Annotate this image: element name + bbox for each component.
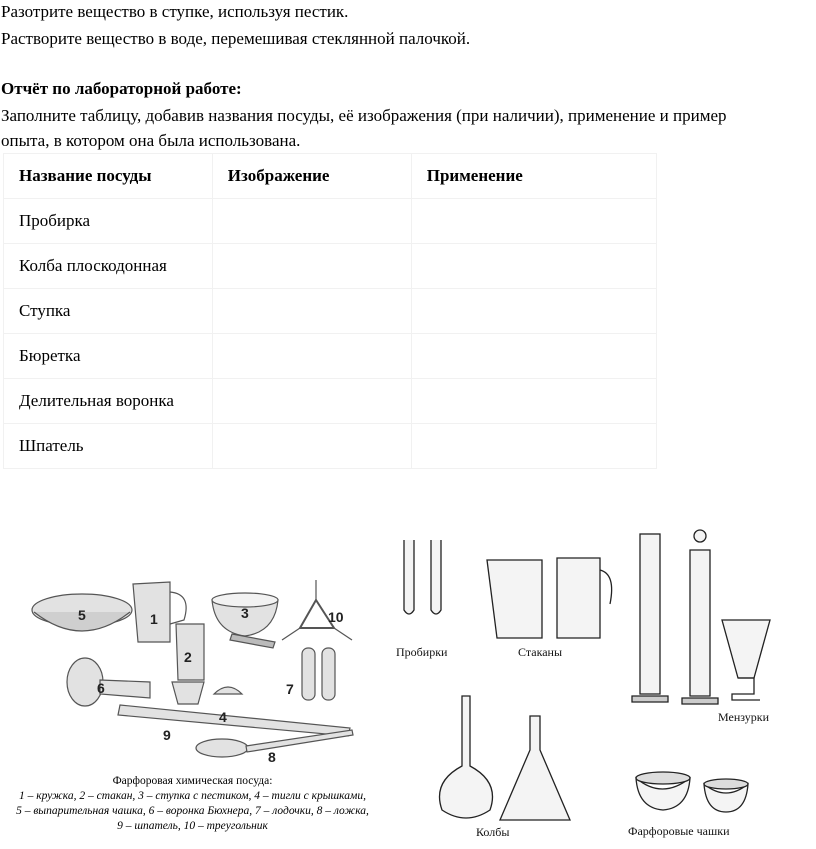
label-10: 10 bbox=[328, 609, 344, 625]
image-cell[interactable] bbox=[212, 424, 411, 469]
image-cell[interactable] bbox=[212, 244, 411, 289]
label-cylinders: Мензурки bbox=[718, 710, 769, 724]
crucible-icon bbox=[172, 682, 204, 704]
usage-cell[interactable] bbox=[411, 424, 656, 469]
usage-cell[interactable] bbox=[411, 244, 656, 289]
test-tube-icon bbox=[404, 540, 414, 614]
test-tube-icon bbox=[431, 540, 441, 614]
beaker-icon bbox=[722, 620, 770, 678]
label-6: 6 bbox=[97, 680, 105, 696]
label-flasks: Колбы bbox=[476, 825, 510, 839]
spoon-icon bbox=[196, 739, 248, 757]
row-name: Шпатель bbox=[4, 424, 213, 469]
image-cell[interactable] bbox=[212, 199, 411, 244]
image-cell[interactable] bbox=[212, 289, 411, 334]
image-cell[interactable] bbox=[212, 379, 411, 424]
conical-flask-icon bbox=[500, 716, 570, 820]
label-2: 2 bbox=[184, 649, 192, 665]
instruction-grind: Разотрите вещество в ступке, используя пестик. bbox=[1, 2, 349, 21]
instruction-dissolve: Растворите вещество в воде, перемешивая стеклянной палочкой. bbox=[1, 29, 471, 48]
table-header-row bbox=[4, 154, 657, 199]
caption-line1: 1 – кружка, 2 – стакан, 3 – ступка с пестиком, 4 – тигли с крышками, bbox=[19, 790, 366, 802]
header-image: Изображение bbox=[212, 154, 411, 199]
spatula-icon bbox=[118, 705, 350, 736]
label-4: 4 bbox=[219, 709, 227, 725]
label-3: 3 bbox=[241, 605, 249, 621]
caption-line3: 9 – шпатель, 10 – треугольник bbox=[117, 820, 268, 832]
boat-icon bbox=[302, 648, 315, 700]
header-usage: Применение bbox=[411, 154, 656, 199]
beaker-icon bbox=[487, 560, 542, 638]
caption-title: Фарфоровая химическая посуда: bbox=[112, 775, 273, 787]
report-task-line2: опыта, в котором она была использована. bbox=[1, 131, 301, 150]
table-row bbox=[4, 199, 657, 244]
header-name: Название посуды bbox=[4, 154, 213, 199]
label-7: 7 bbox=[286, 681, 294, 697]
usage-cell[interactable] bbox=[411, 334, 656, 379]
table-row bbox=[4, 244, 657, 289]
caption-line2: 5 – выпарительная чашка, 6 – воронка Бюхнера, 7 – лодочки, 8 – ложка, bbox=[16, 805, 369, 817]
glassware-illustration bbox=[392, 520, 816, 844]
row-name: Пробирка bbox=[4, 199, 213, 244]
usage-cell[interactable] bbox=[411, 199, 656, 244]
row-name: Делительная воронка bbox=[4, 379, 213, 424]
measuring-cylinder-icon bbox=[640, 534, 660, 694]
measuring-cylinder-icon bbox=[690, 550, 710, 696]
beaker-icon bbox=[557, 558, 600, 638]
table-row bbox=[4, 424, 657, 469]
label-5: 5 bbox=[78, 607, 86, 623]
image-cell[interactable] bbox=[212, 334, 411, 379]
label-8: 8 bbox=[268, 749, 276, 765]
label-test-tubes: Пробирки bbox=[396, 645, 448, 659]
porcelain-illustration bbox=[0, 570, 385, 770]
porcelain-figure bbox=[0, 570, 385, 844]
glassware-table bbox=[3, 153, 657, 469]
glassware-figure bbox=[392, 520, 816, 844]
row-name: Колба плоскодонная bbox=[4, 244, 213, 289]
round-flask-icon bbox=[440, 696, 493, 818]
label-1: 1 bbox=[150, 611, 158, 627]
report-task-line1: Заполните таблицу, добавив названия посуды, её изображения (при наличии), применение и пример bbox=[1, 106, 727, 125]
table-row bbox=[4, 334, 657, 379]
label-beakers: Стаканы bbox=[518, 645, 563, 659]
porcelain-caption bbox=[0, 774, 385, 834]
label-9: 9 bbox=[163, 727, 171, 743]
label-dishes: Фарфоровые чашки bbox=[628, 824, 730, 838]
table-row bbox=[4, 289, 657, 334]
usage-cell[interactable] bbox=[411, 379, 656, 424]
row-name: Бюретка bbox=[4, 334, 213, 379]
report-title: Отчёт по лабораторной работе: bbox=[1, 79, 242, 98]
boat-icon bbox=[322, 648, 335, 700]
table-row bbox=[4, 379, 657, 424]
usage-cell[interactable] bbox=[411, 289, 656, 334]
row-name: Ступка bbox=[4, 289, 213, 334]
